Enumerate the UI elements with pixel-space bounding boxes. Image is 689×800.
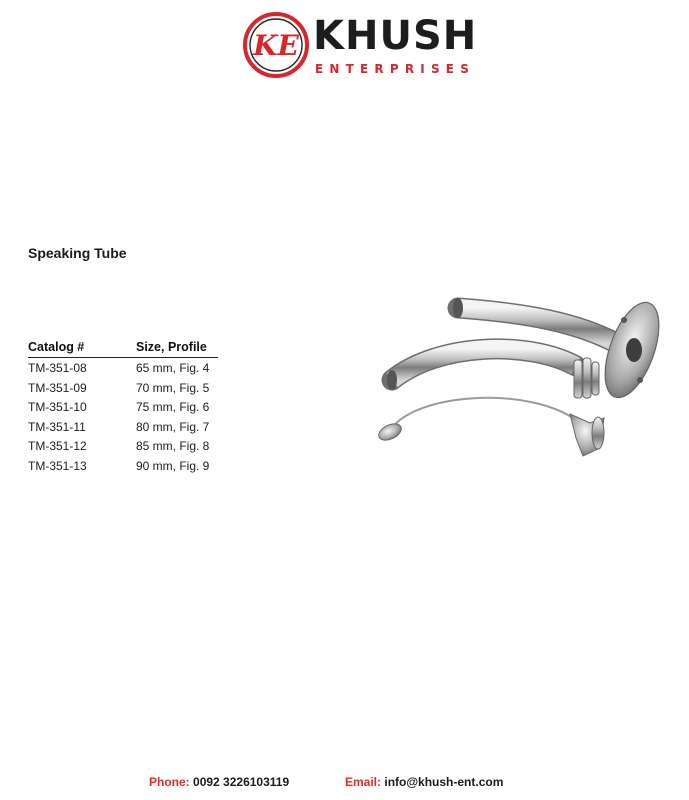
size-profile: 65 mm, Fig. 4 [136,361,210,375]
company-logo [243,12,478,78]
catalog-header-row [28,340,218,358]
table-row [28,436,218,456]
catalog-column-header: Catalog # [28,340,85,354]
table-row [28,358,218,378]
catalog-number: TM-351-12 [28,439,87,454]
table-row [28,417,218,437]
table-row [28,397,218,417]
contact-footer [0,773,689,791]
catalog-number: TM-351-10 [28,400,87,415]
brand-name: KHUSH [313,13,478,59]
ke-monogram-icon [243,12,309,78]
size-profile: 90 mm, Fig. 9 [136,458,210,473]
phone-number: 0092 3226103119 [193,775,290,789]
svg-text:KE: KE [253,29,299,62]
size-column-header: Size, Profile [136,340,207,354]
product-title: Speaking Tube [28,245,127,261]
speaking-tube-image [378,288,668,473]
size-profile: 75 mm, Fig. 6 [136,400,210,415]
catalog-number: TM-351-13 [28,458,87,473]
email-label: Email: [345,775,382,789]
size-profile: 85 mm, Fig. 8 [136,439,210,454]
email-address[interactable]: info@khush-ent.com [384,775,504,789]
table-row [28,378,218,398]
phone-contact [149,773,289,791]
table-row [28,456,218,476]
size-profile: 70 mm, Fig. 5 [136,380,210,395]
catalog-table [28,340,218,476]
catalog-number: TM-351-11 [28,419,86,434]
catalog-number: TM-351-09 [28,380,87,395]
catalog-number: TM-351-08 [28,361,87,375]
email-contact [345,773,503,791]
brand-tagline: ENTERPRISES [315,62,476,76]
phone-label: Phone: [149,775,190,789]
size-profile: 80 mm, Fig. 7 [136,419,210,434]
